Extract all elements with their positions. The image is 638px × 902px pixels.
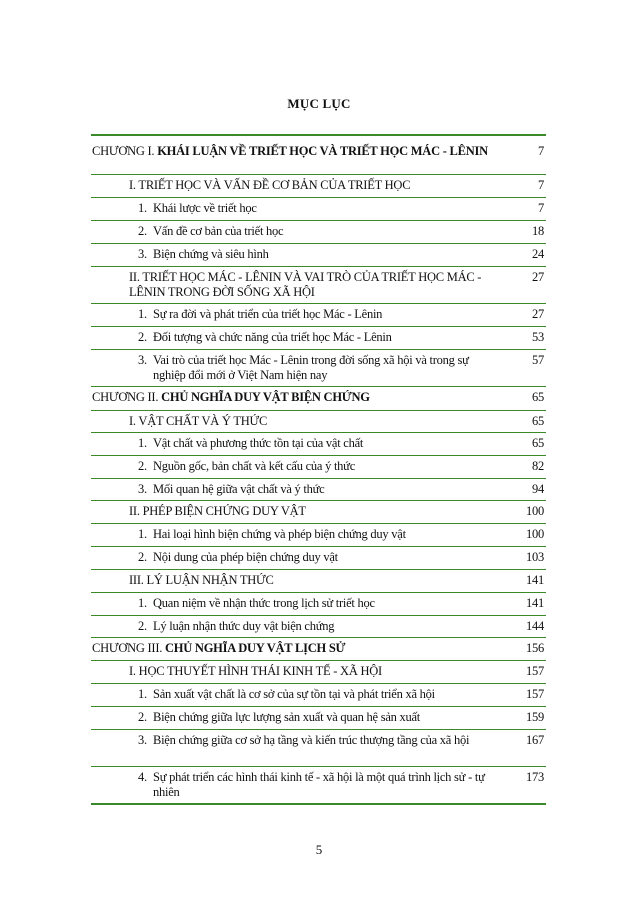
toc-entry xyxy=(91,221,546,244)
toc-entry-number: 2. xyxy=(138,224,147,238)
toc-entry-number: 3. xyxy=(138,482,147,496)
toc-entry-page: 156 xyxy=(526,641,544,655)
chapter-prefix: CHƯƠNG III. xyxy=(92,641,166,655)
toc-entry-page: 157 xyxy=(526,664,544,678)
page-title: MỤC LỤC xyxy=(287,96,351,111)
toc-entry-title: Nội dung của phép biện chứng duy vật xyxy=(153,550,338,564)
toc-entry-title: Hai loại hình biện chứng và phép biện chứng duy vật xyxy=(153,527,406,541)
toc-entry-title xyxy=(91,390,504,405)
toc-entry-page: 141 xyxy=(526,573,544,587)
toc-entry xyxy=(91,730,546,767)
toc-entry xyxy=(91,638,546,661)
toc-entry-number: 1. xyxy=(138,687,147,701)
table-of-contents xyxy=(91,134,546,805)
toc-entry-number: 1. xyxy=(138,436,147,450)
chapter-prefix: CHƯƠNG I. xyxy=(92,144,158,158)
toc-entry xyxy=(91,684,546,707)
toc-entry-title: Vật chất và phương thức tồn tại của vật chất xyxy=(153,436,364,450)
toc-entry-title: Biện chứng và siêu hình xyxy=(153,247,269,261)
chapter-prefix: CHƯƠNG II. xyxy=(92,390,162,404)
toc-entry-title: Biện chứng giữa cơ sở hạ tầng và kiến trúc thượng tầng của xã hội xyxy=(153,733,470,747)
toc-entry xyxy=(91,616,546,638)
toc-entry-title xyxy=(91,144,504,159)
toc-entry-page: 27 xyxy=(532,270,544,284)
toc-entry-page: 103 xyxy=(526,550,544,564)
toc-entry xyxy=(91,479,546,501)
toc-entry-title: III. LÝ LUẬN NHẬN THỨC xyxy=(129,573,274,587)
toc-entry-number: 1. xyxy=(138,527,147,541)
toc-entry-page: 65 xyxy=(532,390,544,404)
toc-entry-number: 2. xyxy=(138,330,147,344)
toc-entry-page: 159 xyxy=(526,710,544,724)
toc-entry xyxy=(91,501,546,524)
toc-entry-page: 57 xyxy=(532,353,544,367)
toc-entry xyxy=(91,244,546,267)
toc-entry-number: 3. xyxy=(138,247,147,261)
toc-entry-number: 3. xyxy=(138,733,147,747)
toc-entry xyxy=(91,198,546,221)
toc-entry-title: II. PHÉP BIỆN CHỨNG DUY VẬT xyxy=(129,504,306,518)
toc-entry-page: 82 xyxy=(532,459,544,473)
toc-entry-page: 167 xyxy=(526,733,544,747)
toc-entry xyxy=(91,433,546,456)
toc-entry-title: II. TRIẾT HỌC MÁC - LÊNIN VÀ VAI TRÒ CỦA TRIẾT HỌC MÁC - LÊNIN TRONG ĐỜI SỐNG XÃ HỘI xyxy=(129,270,482,299)
toc-entry-number: 4. xyxy=(138,770,147,784)
toc-entry-page: 173 xyxy=(526,770,544,784)
toc-entry-page: 141 xyxy=(526,596,544,610)
toc-entry-title: I. VẬT CHẤT VÀ Ý THỨC xyxy=(129,414,268,428)
toc-entry-title: Biện chứng giữa lực lượng sản xuất và quan hệ sản xuất xyxy=(153,710,421,724)
toc-entry xyxy=(91,175,546,198)
chapter-title: CHỦ NGHĨA DUY VẬT BIỆN CHỨNG xyxy=(161,390,370,404)
toc-entry-title: Mối quan hệ giữa vật chất và ý thức xyxy=(153,482,325,496)
toc-entry xyxy=(91,304,546,327)
toc-entry xyxy=(91,661,546,684)
toc-entry-number: 2. xyxy=(138,710,147,724)
toc-entry-page: 94 xyxy=(532,482,544,496)
toc-entry-title: Nguồn gốc, bản chất và kết cấu của ý thức xyxy=(153,459,355,473)
toc-entry xyxy=(91,387,546,411)
chapter-title: CHỦ NGHĨA DUY VẬT LỊCH SỬ xyxy=(165,641,346,655)
toc-entry xyxy=(91,707,546,730)
toc-entry-title: Vấn đề cơ bản của triết học xyxy=(153,224,284,238)
toc-entry-title xyxy=(91,641,504,656)
toc-entry xyxy=(91,593,546,616)
toc-entry-number: 2. xyxy=(138,459,147,473)
toc-entry-page: 144 xyxy=(526,619,544,633)
toc-entry-title: Quan niệm về nhận thức trong lịch sử triết học xyxy=(153,596,375,610)
toc-entry-number: 1. xyxy=(138,307,147,321)
toc-entry-number: 2. xyxy=(138,619,147,633)
toc-entry-page: 100 xyxy=(526,527,544,541)
toc-entry xyxy=(91,267,546,304)
toc-entry-page: 7 xyxy=(538,144,544,158)
toc-entry-number: 3. xyxy=(138,353,147,367)
toc-entry-page: 157 xyxy=(526,687,544,701)
toc-entry-title: Sự ra đời và phát triển của triết học Mác - Lênin xyxy=(153,307,383,321)
toc-entry xyxy=(91,327,546,350)
page-number: 5 xyxy=(315,842,323,857)
toc-entry-title: Sản xuất vật chất là cơ sở của sự tồn tại và phát triển xã hội xyxy=(153,687,435,701)
toc-entry xyxy=(91,524,546,547)
toc-entry-page: 65 xyxy=(532,414,544,428)
toc-entry-number: 1. xyxy=(138,201,147,215)
toc-entry-title: Sự phát triển các hình thái kinh tế - xã hội là một quá trình lịch sử - tự nhiên xyxy=(153,770,485,799)
toc-entry xyxy=(91,136,546,175)
toc-entry-page: 24 xyxy=(532,247,544,261)
toc-entry-title: Lý luận nhận thức duy vật biện chứng xyxy=(153,619,335,633)
toc-entry-title: I. HỌC THUYẾT HÌNH THÁI KINH TẾ - XÃ HỘI xyxy=(129,664,382,678)
toc-entry-number: 1. xyxy=(138,596,147,610)
toc-entry xyxy=(91,547,546,570)
chapter-title: KHÁI LUẬN VỀ TRIẾT HỌC VÀ TRIẾT HỌC MÁC - LÊNIN xyxy=(157,144,488,158)
toc-entry xyxy=(91,570,546,593)
toc-entry-title: I. TRIẾT HỌC VÀ VẤN ĐỀ CƠ BẢN CỦA TRIẾT HỌC xyxy=(129,178,411,192)
toc-entry-title: Vai trò của triết học Mác - Lênin trong đời sống xã hội và trong sự nghiệp đổi mới ở Việt Nam hiện nay xyxy=(153,353,469,382)
toc-entry-page: 53 xyxy=(532,330,544,344)
toc-entry xyxy=(91,411,546,433)
toc-entry-page: 27 xyxy=(532,307,544,321)
toc-entry-page: 18 xyxy=(532,224,544,238)
toc-entry xyxy=(91,350,546,387)
toc-entry-number: 2. xyxy=(138,550,147,564)
toc-entry-page: 7 xyxy=(538,201,544,215)
toc-entry-page: 65 xyxy=(532,436,544,450)
toc-entry-page: 7 xyxy=(538,178,544,192)
toc-entry-title: Khái lược về triết học xyxy=(153,201,257,215)
toc-entry xyxy=(91,456,546,479)
toc-entry xyxy=(91,767,546,805)
toc-entry-page: 100 xyxy=(526,504,544,518)
toc-entry-title: Đối tượng và chức năng của triết học Mác - Lênin xyxy=(153,330,392,344)
